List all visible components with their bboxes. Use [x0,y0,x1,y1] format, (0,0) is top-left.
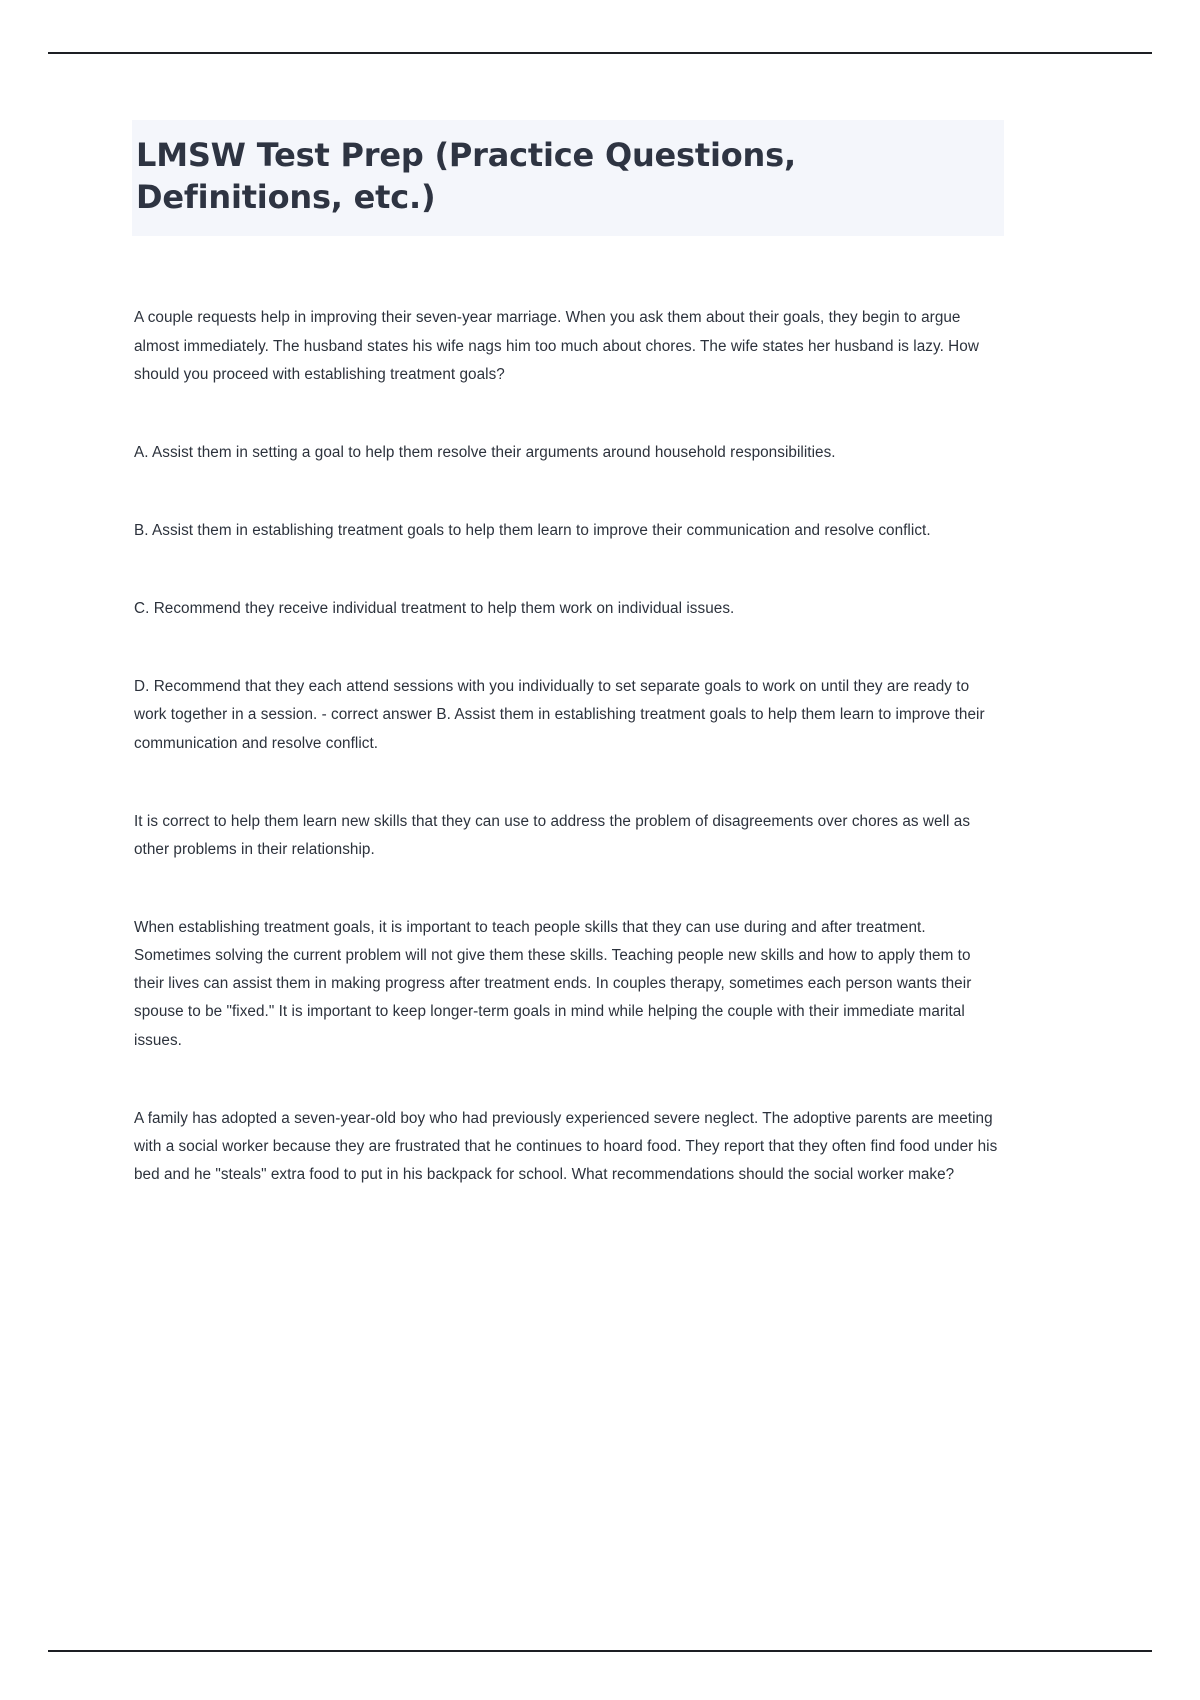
paragraph-rationale-1: It is correct to help them learn new skills that they can use to address the problem of disagreements over chores as well as other problems in their relationship. [134,812,971,858]
document-body [134,304,1004,1189]
page-bottom-divider [48,1650,1152,1652]
title-block [132,120,1004,236]
paragraph-option-d-with-answer: D. Recommend that they each attend sessions with you individually to set separate goals to work on until they are ready to work together in a session. - correct answer B. Assist them in establishing treatment goals to help them learn to improve their communication and resolve conflict. [134,678,985,752]
paragraph-rationale-2: When establishing treatment goals, it is important to teach people skills that they can use during and after treatment. Sometimes solving the current problem will not give them these skills. Teaching people new skills and how to apply them to their lives can assist them in making progress after treatment ends. In couples therapy, sometimes each person wants their spouse to be "fixed." It is important to keep longer-term goals in mind while helping the couple with their immediate marital issues. [134,919,972,1049]
paragraph-question-2: A family has adopted a seven-year-old boy who had previously experienced severe neglect. The adoptive parents are meeting with a social worker because they are frustrated that he continues to hoard food. They report that they often find food under his bed and he "steals" extra food to put in his backpack for school. What recommendations should the social worker make? [134,1109,998,1183]
paragraph-option-a: A. Assist them in setting a goal to help them resolve their arguments around household responsibilities. [134,443,836,461]
page-top-divider [48,52,1152,54]
page-title: LMSW Test Prep (Practice Questions, Definitions, etc.) [136,136,796,217]
paragraph-option-b: B. Assist them in establishing treatment goals to help them learn to improve their communication and resolve conflict. [134,522,931,540]
paragraph-option-c: C. Recommend they receive individual treatment to help them work on individual issues. [134,600,735,618]
document-content [134,120,1004,1189]
paragraph-question-1: A couple requests help in improving their seven-year marriage. When you ask them about their goals, they begin to argue almost immediately. The husband states his wife nags him too much about chores. The wife states her husband is lazy. How should you proceed with establishing treatment goals? [134,309,979,383]
